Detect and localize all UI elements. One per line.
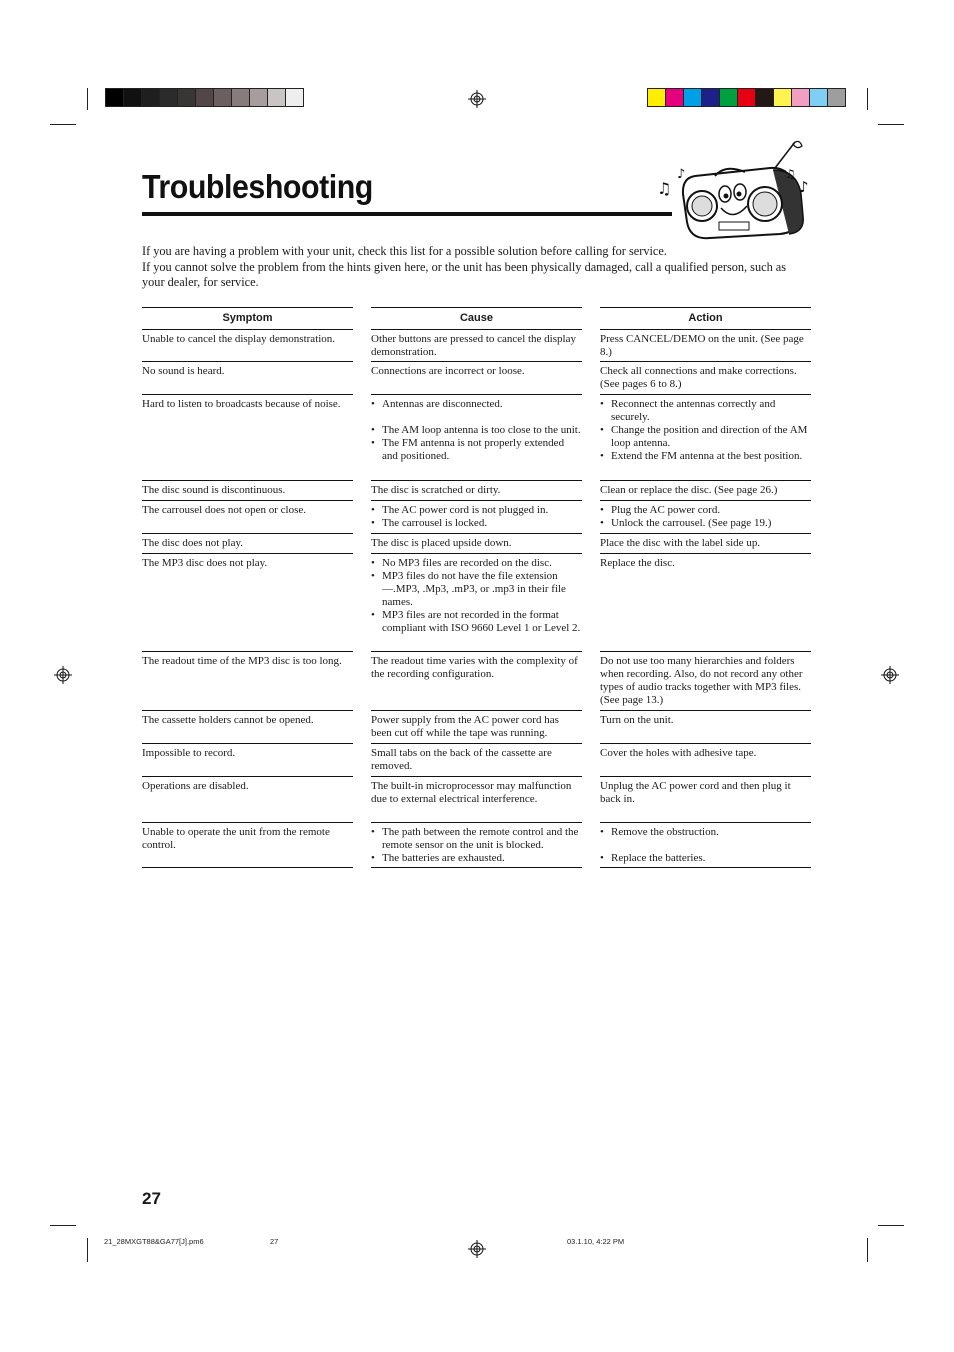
crop-mark bbox=[867, 1238, 868, 1262]
bullet-item: • Reconnect the antennas correctly and securely. bbox=[600, 398, 811, 424]
boombox-mascot-icon bbox=[655, 134, 815, 244]
symptom-cell bbox=[142, 395, 353, 481]
page-number: 27 bbox=[142, 1189, 161, 1208]
cause-cell bbox=[371, 711, 582, 744]
crop-mark bbox=[878, 124, 904, 125]
color-calibration-bar bbox=[647, 88, 846, 107]
symptom-text: The carrousel does not open or close. bbox=[142, 504, 307, 516]
cause-cell bbox=[371, 362, 582, 395]
color-swatch bbox=[232, 89, 250, 106]
symptom-cell bbox=[142, 777, 353, 823]
symptom-text: Impossible to record. bbox=[142, 747, 236, 759]
cause-cell bbox=[371, 823, 582, 868]
cause-cell bbox=[371, 395, 582, 481]
intro-text bbox=[142, 244, 802, 291]
cause-text: The disc is placed upside down. bbox=[371, 537, 512, 549]
symptom-cell bbox=[142, 534, 353, 554]
color-swatch bbox=[106, 89, 124, 106]
cause-text: The disc is scratched or dirty. bbox=[371, 484, 501, 496]
bullet-item: • The batteries are exhausted. bbox=[371, 852, 582, 865]
svg-text:♪: ♪ bbox=[677, 167, 686, 182]
action-cell bbox=[600, 711, 811, 744]
symptom-cell bbox=[142, 481, 353, 501]
cause-cell bbox=[371, 777, 582, 823]
cause-text: Other buttons are pressed to cancel the display demonstration. bbox=[371, 333, 576, 358]
symptom-cell bbox=[142, 362, 353, 395]
registration-mark-icon bbox=[468, 1240, 486, 1258]
bullet-item: • Unlock the carrousel. (See page 19.) bbox=[600, 517, 811, 530]
color-swatch bbox=[268, 89, 286, 106]
cause-text: Connections are incorrect or loose. bbox=[371, 365, 525, 377]
cause-cell bbox=[371, 501, 582, 534]
color-swatch bbox=[792, 89, 810, 106]
intro-paragraph: If you cannot solve the problem from the hints given here, or the unit has been physically damaged, call a qualified person, such as your dealer, for service. bbox=[142, 259, 787, 290]
cause-cell bbox=[371, 554, 582, 652]
svg-text:♫: ♫ bbox=[657, 179, 672, 198]
color-swatch bbox=[666, 89, 684, 106]
bullet-item: • Change the position and direction of the AM loop antenna. bbox=[600, 424, 811, 450]
bullet-item: • Remove the obstruction. bbox=[600, 826, 811, 839]
color-swatch bbox=[250, 89, 268, 106]
action-text: Do not use too many hierarchies and folders when recording. Also, do not record any other types of audio tracks together with MP3 files. (See page 13.) bbox=[600, 655, 803, 706]
footer-filename: 21_28MXGT88&GA77[J].pm6 bbox=[104, 1237, 204, 1246]
symptom-text: The readout time of the MP3 disc is too long. bbox=[142, 655, 342, 667]
color-swatch bbox=[178, 89, 196, 106]
symptom-column bbox=[142, 307, 353, 868]
title-rule bbox=[142, 212, 672, 216]
action-cell bbox=[600, 330, 811, 362]
bullet-item: • The carrousel is locked. bbox=[371, 517, 582, 530]
symptom-text: Unable to operate the unit from the remote control. bbox=[142, 826, 330, 851]
symptom-cell bbox=[142, 501, 353, 534]
cause-cell bbox=[371, 534, 582, 554]
action-list bbox=[600, 504, 811, 530]
action-text: Clean or replace the disc. (See page 26.) bbox=[600, 484, 778, 496]
symptom-text: No sound is heard. bbox=[142, 365, 225, 377]
cause-cell bbox=[371, 330, 582, 362]
color-swatch bbox=[738, 89, 756, 106]
cause-list bbox=[371, 826, 582, 865]
action-text: Place the disc with the label side up. bbox=[600, 537, 761, 549]
footer-date: 03.1.10, 4:22 PM bbox=[567, 1237, 625, 1246]
action-text: Unplug the AC power cord and then plug it back in. bbox=[600, 780, 791, 805]
color-swatch bbox=[286, 89, 303, 106]
bullet-item: • Extend the FM antenna at the best position. bbox=[600, 450, 811, 463]
action-cell bbox=[600, 501, 811, 534]
bullet-item: • Antennas are disconnected. bbox=[371, 398, 582, 411]
symptom-text: Unable to cancel the display demonstration. bbox=[142, 333, 336, 345]
color-swatch bbox=[720, 89, 738, 106]
action-list bbox=[600, 398, 811, 463]
symptom-text: The MP3 disc does not play. bbox=[142, 557, 268, 569]
crop-mark bbox=[50, 1225, 76, 1226]
action-cell bbox=[600, 534, 811, 554]
action-cell bbox=[600, 823, 811, 868]
bullet-item: • Plug the AC power cord. bbox=[600, 504, 811, 517]
action-text: Cover the holes with adhesive tape. bbox=[600, 747, 757, 759]
action-text: Check all connections and make corrections. (See pages 6 to 8.) bbox=[600, 365, 797, 390]
action-cell bbox=[600, 744, 811, 777]
registration-mark-icon bbox=[881, 666, 899, 684]
crop-mark bbox=[867, 88, 868, 110]
bullet-item: • The path between the remote control and the remote sensor on the unit is blocked. bbox=[371, 826, 582, 852]
cause-cell bbox=[371, 652, 582, 711]
action-text: Turn on the unit. bbox=[600, 714, 674, 726]
bullet-item: • MP3 files do not have the file extension—.MP3, .Mp3, .mP3, or .mp3 in their file names. bbox=[371, 570, 582, 609]
action-cell bbox=[600, 395, 811, 481]
crop-mark bbox=[87, 88, 88, 110]
symptom-cell bbox=[142, 711, 353, 744]
gray-calibration-bar bbox=[105, 88, 304, 107]
cause-header: Cause bbox=[371, 307, 582, 330]
bullet-item: • MP3 files are not recorded in the format compliant with ISO 9660 Level 1 or Level 2. bbox=[371, 609, 582, 635]
bullet-item: • The AC power cord is not plugged in. bbox=[371, 504, 582, 517]
color-swatch bbox=[684, 89, 702, 106]
registration-mark-icon bbox=[468, 90, 486, 108]
bullet-item: • The FM antenna is not properly extended and positioned. bbox=[371, 437, 582, 463]
cause-list bbox=[371, 504, 582, 530]
action-cell bbox=[600, 481, 811, 501]
color-swatch bbox=[648, 89, 666, 106]
action-header: Action bbox=[600, 307, 811, 330]
color-swatch bbox=[160, 89, 178, 106]
color-swatch bbox=[702, 89, 720, 106]
symptom-text: Hard to listen to broadcasts because of noise. bbox=[142, 398, 341, 410]
symptom-text: The disc does not play. bbox=[142, 537, 244, 549]
action-list bbox=[600, 826, 811, 865]
cause-cell bbox=[371, 481, 582, 501]
cause-cell bbox=[371, 744, 582, 777]
intro-paragraph: If you are having a problem with your unit, check this list for a possible solution before calling for service. bbox=[142, 244, 667, 258]
bullet-item: • The AM loop antenna is too close to the unit. bbox=[371, 424, 582, 437]
symptom-text: The disc sound is discontinuous. bbox=[142, 484, 286, 496]
action-text: Replace the disc. bbox=[600, 557, 675, 569]
color-swatch bbox=[124, 89, 142, 106]
symptom-cell bbox=[142, 330, 353, 362]
registration-mark-icon bbox=[54, 666, 72, 684]
color-swatch bbox=[214, 89, 232, 106]
color-swatch bbox=[142, 89, 160, 106]
cause-text: The readout time varies with the complexity of the recording configuration. bbox=[371, 655, 578, 680]
color-swatch bbox=[828, 89, 845, 106]
crop-mark bbox=[50, 124, 76, 125]
symptom-cell bbox=[142, 652, 353, 711]
color-swatch bbox=[756, 89, 774, 106]
symptom-header: Symptom bbox=[142, 307, 353, 330]
symptom-text: The cassette holders cannot be opened. bbox=[142, 714, 314, 726]
page-title: Troubleshooting bbox=[142, 168, 373, 205]
svg-text:♪: ♪ bbox=[799, 178, 809, 196]
action-cell bbox=[600, 554, 811, 652]
symptom-text: Operations are disabled. bbox=[142, 780, 249, 792]
symptom-cell bbox=[142, 744, 353, 777]
cause-list bbox=[371, 557, 582, 635]
cause-text: Power supply from the AC power cord has been cut off while the tape was running. bbox=[371, 714, 559, 739]
action-text: Press CANCEL/DEMO on the unit. (See page 8.) bbox=[600, 333, 804, 358]
svg-text:♫: ♫ bbox=[785, 167, 796, 181]
crop-mark bbox=[878, 1225, 904, 1226]
cause-text: Small tabs on the back of the cassette are removed. bbox=[371, 747, 552, 772]
action-cell bbox=[600, 362, 811, 395]
bullet-item: • No MP3 files are recorded on the disc. bbox=[371, 557, 582, 570]
color-swatch bbox=[810, 89, 828, 106]
color-swatch bbox=[774, 89, 792, 106]
crop-mark bbox=[87, 1238, 88, 1262]
color-swatch bbox=[196, 89, 214, 106]
action-column bbox=[600, 307, 811, 868]
cause-text: The built-in microprocessor may malfunction due to external electrical interference. bbox=[371, 780, 572, 805]
symptom-cell bbox=[142, 823, 353, 868]
footer-page: 27 bbox=[270, 1237, 279, 1246]
cause-list bbox=[371, 398, 582, 463]
cause-column bbox=[371, 307, 582, 868]
action-cell bbox=[600, 652, 811, 711]
bullet-item: • Replace the batteries. bbox=[600, 852, 811, 865]
action-cell bbox=[600, 777, 811, 823]
symptom-cell bbox=[142, 554, 353, 652]
